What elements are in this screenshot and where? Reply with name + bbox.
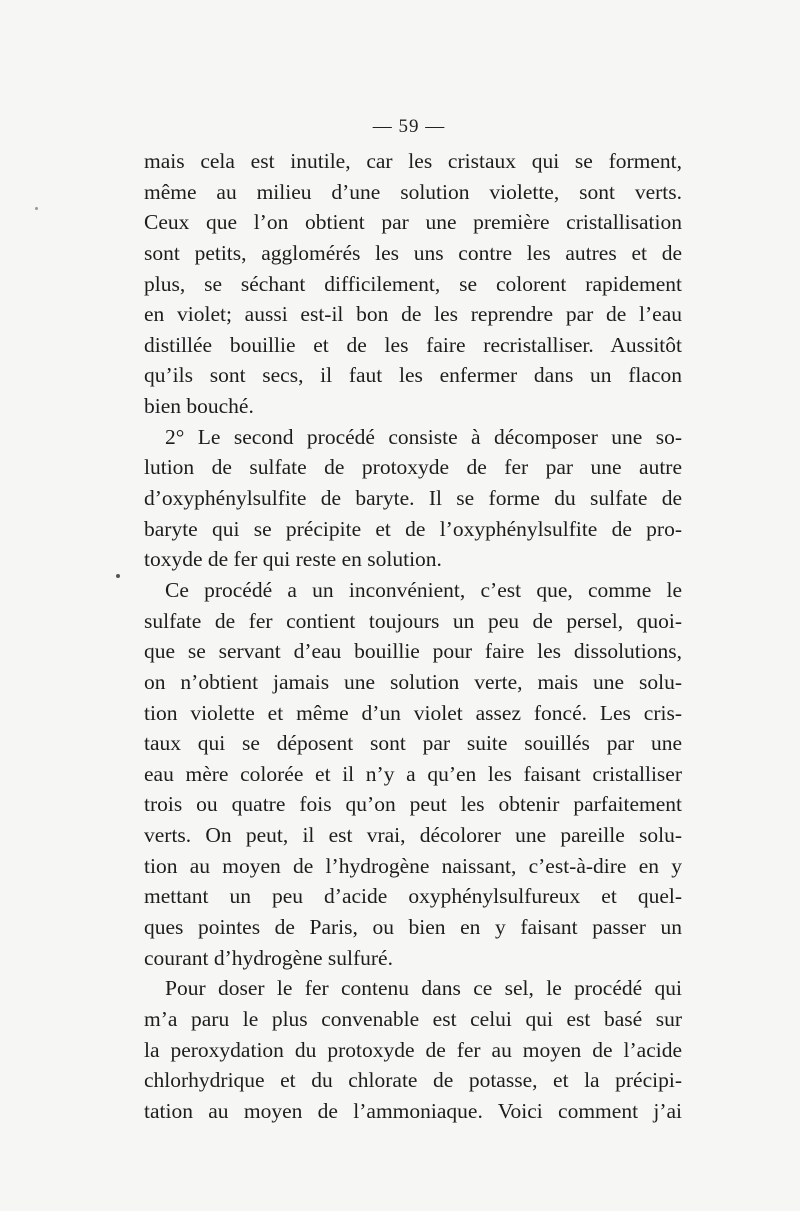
text-line: en violet; aussi est-il bon de les reprendre par de l’eau	[144, 302, 682, 327]
text-line: eau mère colorée et il n’y a qu’en les faisant cristalliser	[144, 761, 682, 786]
text-line: qu’ils sont secs, il faut les enfermer dans un flacon	[144, 363, 682, 388]
text-line: baryte qui se précipite et de l’oxyphénylsulfite de pro-	[144, 516, 682, 541]
scan-speck	[35, 207, 38, 210]
text-line: tion violette et même d’un violet assez foncé. Les cris-	[144, 700, 682, 725]
text-line: même au milieu d’une solution violette, sont verts.	[144, 179, 682, 204]
text-line: trois ou quatre fois qu’on peut les obtenir parfaitement	[144, 792, 682, 817]
text-line: mettant un peu d’acide oxyphénylsulfureux et quel-	[144, 884, 682, 909]
text-line: distillée bouillie et de les faire recristalliser. Aussitôt	[144, 332, 682, 357]
text-line: toxyde de fer qui reste en solution.	[144, 547, 442, 572]
text-line: courant d’hydrogène sulfuré.	[144, 945, 393, 970]
body-text	[144, 146, 682, 1127]
text-line: verts. On peut, il est vrai, décolorer une pareille solu-	[144, 823, 682, 848]
text-line: on n’obtient jamais une solution verte, mais une solu-	[144, 669, 682, 694]
scan-speck	[116, 574, 120, 578]
text-line: tation au moyen de l’ammoniaque. Voici comment j’ai	[144, 1098, 682, 1123]
text-line: Ce procédé a un inconvénient, c’est que, comme le	[165, 577, 682, 602]
text-line: lution de sulfate de protoxyde de fer par une autre	[144, 455, 682, 480]
text-line: tion au moyen de l’hydrogène naissant, c’est-à-dire en y	[144, 853, 682, 878]
text-line: mais cela est inutile, car les cristaux qui se forment,	[144, 149, 682, 173]
text-line: 2° Le second procédé consiste à décomposer une so-	[165, 424, 682, 449]
text-line: Pour doser le fer contenu dans ce sel, le procédé qui	[165, 976, 682, 1001]
text-line: sont petits, agglomérés les uns contre les autres et de	[144, 240, 682, 265]
text-line: chlorhydrique et du chlorate de potasse, et la précipi-	[144, 1068, 682, 1093]
text-line: plus, se séchant difficilement, se colorent rapidement	[144, 271, 682, 296]
text-line: ques pointes de Paris, ou bien en y faisant passer un	[144, 915, 682, 940]
text-line: bien bouché.	[144, 394, 254, 419]
text-line: la peroxydation du protoxyde de fer au moyen de l’acide	[144, 1037, 682, 1062]
page-number: — 59 —	[372, 116, 446, 137]
text-line: sulfate de fer contient toujours un peu de persel, quoi-	[144, 608, 682, 633]
text-line: que se servant d’eau bouillie pour faire les dissolutions,	[144, 639, 682, 664]
text-line: d’oxyphénylsulfite de baryte. Il se forme du sulfate de	[144, 486, 682, 511]
text-line: Ceux que l’on obtient par une première cristallisation	[144, 210, 682, 235]
text-line: taux qui se déposent sont par suite souillés par une	[144, 731, 682, 756]
text-line: m’a paru le plus convenable est celui qui est basé sur	[144, 1006, 682, 1031]
